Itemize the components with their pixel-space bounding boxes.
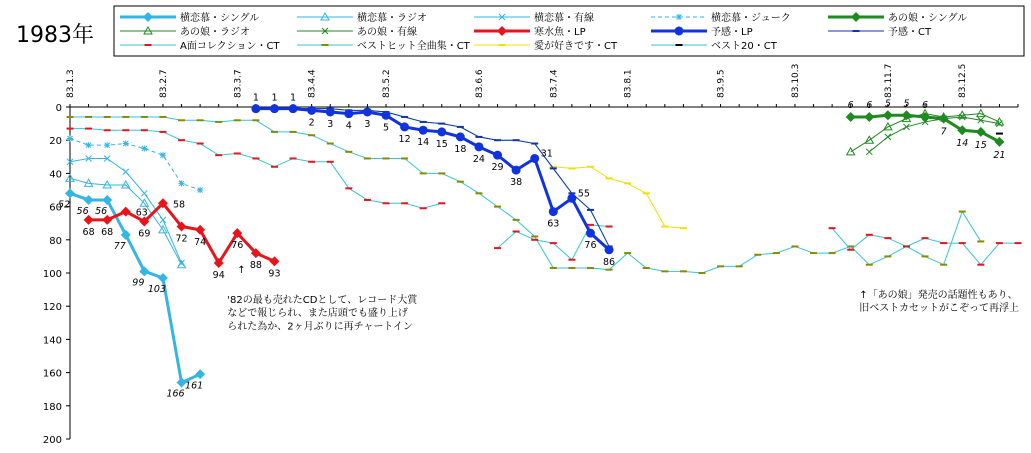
x-tick-label: 83.8.1 [623, 69, 634, 98]
x-tick-label: 83.2.7 [158, 69, 169, 98]
data-label: 58 [172, 199, 186, 211]
legend-label: ベストヒット全曲集・CT [357, 41, 470, 52]
data-point [123, 169, 129, 175]
legend-label: 寒水魚・LP [534, 27, 586, 38]
data-label: 1 [290, 92, 297, 104]
data-point [104, 142, 110, 148]
legend-label: 横恋慕・ラジオ [357, 13, 427, 24]
data-point [179, 180, 185, 186]
data-label: 72 [175, 233, 188, 245]
data-label: 63 [135, 207, 148, 219]
data-point [141, 146, 147, 152]
data-point [197, 187, 203, 193]
y-tick-label: 200 [42, 435, 62, 446]
annotation-text: 旧ベストカセットがこぞって再浮上 [859, 303, 1019, 315]
data-point [251, 104, 260, 113]
data-point [307, 106, 316, 115]
x-tick-label: 83.12.5 [958, 63, 969, 98]
x-tick-label: 83.5.2 [382, 69, 392, 98]
y-tick-label: 80 [49, 235, 62, 247]
series-8 [251, 93, 615, 268]
data-label: 3 [364, 118, 371, 130]
chart-title: 1983年 [16, 23, 94, 48]
y-tick-label: 120 [42, 302, 62, 314]
data-point [270, 104, 279, 113]
data-label: 14 [956, 138, 969, 150]
data-label: 2 [308, 117, 315, 129]
data-label: 69 [138, 228, 151, 240]
y-tick-label: 0 [55, 103, 62, 114]
annotations [227, 265, 1019, 332]
legend-label: 予感・CT [888, 27, 932, 38]
data-point [84, 195, 94, 205]
data-label: 18 [454, 143, 467, 155]
data-point [567, 194, 576, 203]
x-tick-label: 83.1.3 [66, 69, 76, 98]
x-tick-label: 83.11.7 [883, 63, 894, 98]
data-label: 99 [132, 277, 145, 289]
data-label: 88 [249, 260, 262, 272]
data-label: 7 [940, 126, 947, 138]
y-tick-label: 20 [49, 136, 62, 148]
data-label: 103 [147, 283, 167, 295]
data-point [141, 190, 147, 196]
annotation-text: '82の最も売れたCDとして、レコード大賞 [227, 294, 418, 306]
data-point [123, 141, 129, 147]
data-label: 6 [847, 99, 854, 111]
series-11 [67, 117, 985, 273]
data-label: 68 [82, 226, 95, 238]
data-point [903, 124, 909, 130]
data-point [65, 188, 75, 198]
data-point [195, 369, 205, 379]
data-point [549, 207, 558, 216]
data-label: 3 [327, 118, 334, 130]
data-label: 93 [268, 268, 281, 280]
data-point [437, 127, 446, 136]
annotation-text: ↑「あの娘」発売の話題性もあり、 [859, 289, 1018, 301]
data-point [885, 134, 891, 140]
data-point [158, 273, 168, 283]
data-label: 12 [398, 133, 411, 145]
legend-label: あの娘・シングル [888, 13, 968, 24]
data-point [326, 107, 335, 116]
annotation-text: などで報じられ、また店頭でも盛り上げ [227, 308, 408, 320]
data-label: 21 [993, 149, 1006, 161]
data-point [289, 104, 298, 113]
legend-label: あの娘・ラジオ [180, 27, 250, 38]
data-label: 68 [101, 226, 114, 238]
legend-label: 横恋慕・シングル [180, 13, 260, 24]
data-label: 38 [510, 177, 523, 189]
legend-label: ベスト20・CT [711, 41, 777, 52]
data-label: 63 [547, 218, 560, 230]
data-label: 56 [95, 205, 108, 217]
data-label: 56 [76, 205, 89, 217]
data-label: 5 [903, 98, 910, 110]
data-label: 4 [345, 120, 352, 132]
data-label: 5 [382, 122, 390, 134]
data-point [160, 217, 166, 223]
data-label: 166 [166, 388, 185, 400]
data-label: 15 [974, 139, 987, 151]
data-label: 24 [472, 153, 485, 165]
data-label: 15 [435, 138, 448, 150]
data-point [419, 126, 428, 135]
x-tick-label: 83.9.5 [716, 69, 727, 98]
series-line [70, 117, 981, 273]
data-point [363, 107, 372, 116]
data-point [676, 14, 682, 20]
x-tick-label: 83.4.4 [307, 69, 318, 98]
data-label: 52 [57, 199, 71, 211]
legend-label: 愛が好きです・CT [534, 41, 618, 52]
data-point [866, 149, 872, 155]
y-tick-label: 180 [42, 401, 62, 413]
data-label: 161 [185, 380, 204, 392]
data-point [160, 152, 166, 158]
y-tick-label: 160 [42, 368, 62, 380]
data-point [901, 110, 911, 120]
data-point [586, 229, 595, 238]
series-line [832, 228, 1018, 265]
data-point [344, 109, 353, 118]
x-tick-label: 83.6.6 [474, 69, 485, 98]
data-point [920, 112, 930, 122]
legend-label: あの娘・有線 [357, 27, 417, 38]
data-point [86, 142, 92, 148]
legend-label: 予感・LP [711, 27, 753, 38]
annotation-text: られた為か、2ヶ月ぶりに再チャートイン [227, 321, 413, 333]
annotation-text: ↑ [237, 265, 246, 276]
data-label: 76 [584, 240, 597, 252]
y-tick-label: 40 [49, 169, 62, 181]
data-point [400, 122, 409, 131]
series-0 [58, 188, 205, 399]
data-label: 31 [540, 148, 553, 160]
legend-label: A面コレクション・CT [180, 41, 280, 52]
data-label: 55 [577, 188, 590, 200]
data-point [139, 266, 149, 276]
data-label: 1 [252, 92, 259, 104]
y-tick-label: 140 [42, 335, 62, 347]
data-label: 76 [231, 240, 244, 252]
data-point [456, 132, 465, 141]
data-point [382, 111, 391, 120]
x-tick-label: 83.10.3 [790, 63, 801, 98]
legend [114, 6, 1024, 56]
x-tick-label: 83.3.7 [233, 69, 244, 98]
data-point [883, 110, 893, 120]
data-point [67, 136, 73, 142]
data-label: 6 [922, 99, 929, 111]
data-point [846, 112, 856, 122]
data-point [605, 245, 614, 254]
x-tick-label: 83.7.4 [549, 69, 560, 98]
data-point [493, 151, 502, 160]
data-point [675, 27, 684, 36]
legend-label: 横恋慕・ジューク [711, 13, 791, 24]
data-label: 6 [866, 99, 873, 111]
data-point [269, 256, 279, 266]
data-point [474, 142, 483, 151]
data-label: 94 [212, 270, 225, 282]
data-label: 14 [417, 137, 430, 149]
data-point [864, 112, 874, 122]
data-point [530, 154, 539, 163]
y-tick-label: 100 [42, 269, 62, 280]
data-label: 5 [884, 98, 891, 110]
data-label: 29 [491, 162, 504, 174]
data-point [512, 166, 521, 175]
series-1 [66, 174, 186, 267]
data-label: 1 [271, 92, 278, 104]
series-3 [67, 136, 203, 193]
data-label: 77 [113, 240, 126, 252]
y-tick-label: 60 [49, 202, 62, 214]
data-label: 86 [603, 256, 616, 268]
data-label: 74 [194, 236, 207, 248]
legend-label: 横恋慕・有線 [534, 13, 594, 24]
